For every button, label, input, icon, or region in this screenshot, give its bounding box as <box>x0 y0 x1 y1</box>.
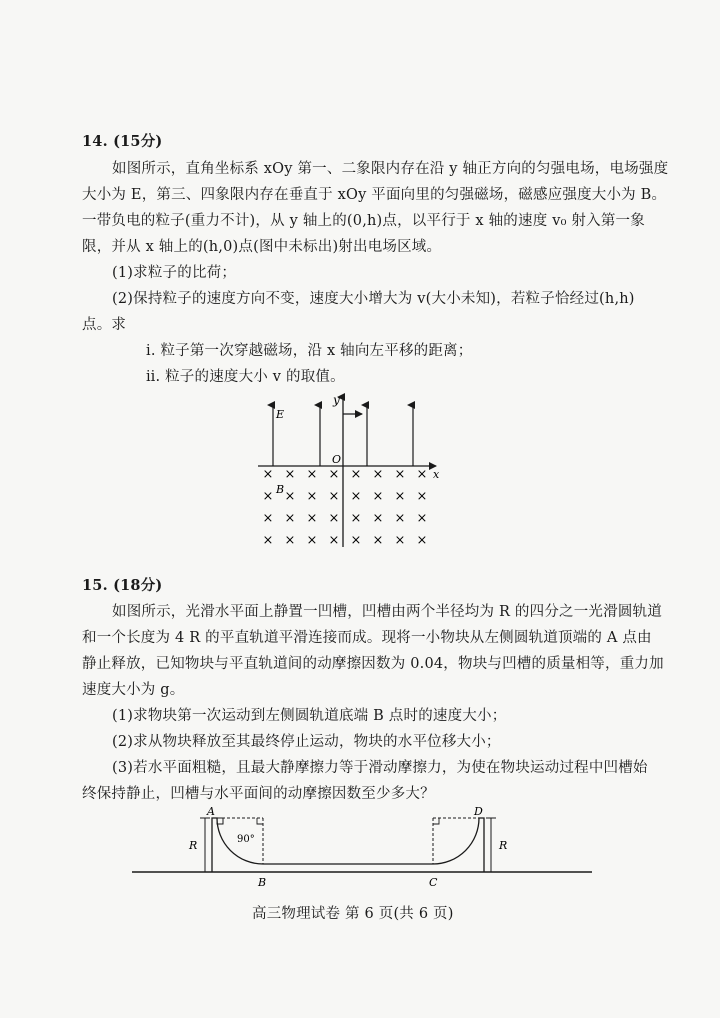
label-y: y <box>333 393 340 407</box>
field-cross: × <box>328 489 340 504</box>
q14-line-3: 一带负电的粒子(重力不计)，从 y 轴上的(0,h)点，以平行于 x 轴的速度 v₀ 射入第一象 <box>82 213 645 229</box>
field-cross: × <box>372 511 384 526</box>
field-cross: × <box>394 467 406 482</box>
left-right-angle-mark <box>257 818 263 824</box>
label-D: D <box>474 805 483 818</box>
field-cross: × <box>306 489 318 504</box>
field-cross: × <box>284 533 296 548</box>
field-cross: × <box>306 533 318 548</box>
label-angle: 90° <box>237 834 255 845</box>
field-cross: × <box>306 467 318 482</box>
label-R-left: R <box>189 839 198 852</box>
field-cross: × <box>372 467 384 482</box>
field-cross: × <box>416 489 428 504</box>
q14-part-2-ii: ⅱ. 粒子的速度大小 v 的取值。 <box>146 369 345 385</box>
field-cross: × <box>262 533 274 548</box>
label-x: x <box>433 468 440 481</box>
field-cross: × <box>350 511 362 526</box>
field-cross: × <box>394 489 406 504</box>
field-cross: × <box>284 467 296 482</box>
q14-part-1: (1)求粒子的比荷； <box>112 265 237 281</box>
field-cross: × <box>284 489 296 504</box>
q15-line-4: 速度大小为 g。 <box>82 682 185 698</box>
field-cross: × <box>416 511 428 526</box>
q14-line-1: 如图所示，直角坐标系 xOy 第一、二象限内存在沿 y 轴正方向的匀强电场，电场强度 <box>112 161 669 177</box>
field-cross: × <box>306 511 318 526</box>
label-O: O <box>332 453 342 466</box>
label-B-point: B <box>258 876 267 889</box>
field-cross: × <box>262 489 274 504</box>
field-cross: × <box>350 489 362 504</box>
q14-line-2: 大小为 E，第三、四象限内存在垂直于 xOy 平面向里的匀强磁场，磁感应强度大小为 B。 <box>82 187 667 203</box>
q15-line-3: 静止释放，已知物块与平直轨道间的动摩擦因数为 0.04，物块与凹槽的质量相等，重力加 <box>82 656 664 672</box>
q14-part-2-i: ⅰ. 粒子第一次穿越磁场，沿 x 轴向左平移的距离； <box>146 343 473 359</box>
label-R-right: R <box>499 839 508 852</box>
q15-part-3: (3)若水平面粗糙，且最大静摩擦力等于滑动摩擦力，为使在物块运动过程中凹槽始 <box>112 760 648 776</box>
q15-line-2: 和一个长度为 4 R 的平直轨道平滑连接而成。现将一小物块从左侧圆轨道顶端的 A 点由 <box>82 630 652 646</box>
field-cross: × <box>394 533 406 548</box>
q15-part-1: (1)求物块第一次运动到左侧圆轨道底端 B 点时的速度大小； <box>112 708 507 724</box>
field-cross: × <box>372 489 384 504</box>
block-at-A <box>217 818 223 824</box>
field-cross: × <box>284 511 296 526</box>
field-cross: × <box>328 467 340 482</box>
q14-part-2: (2)保持粒子的速度方向不变，速度大小增大为 v(大小未知)，若粒子恰经过(h,h) <box>112 291 635 307</box>
field-cross: × <box>372 533 384 548</box>
right-right-angle-mark <box>433 818 439 824</box>
field-cross: × <box>350 533 362 548</box>
label-A: A <box>207 805 215 818</box>
field-cross: × <box>416 533 428 548</box>
q14-line-4: 限，并从 x 轴上的(h,0)点(图中未标出)射出电场区域。 <box>82 239 442 255</box>
magnetic-field-crosses <box>263 467 428 548</box>
field-cross: × <box>262 467 274 482</box>
field-cross: × <box>394 511 406 526</box>
q15-part-2: (2)求从物块释放至其最终停止运动，物块的水平位移大小； <box>112 734 501 750</box>
field-cross: × <box>328 511 340 526</box>
q15-part-3-cont: 终保持静止，凹槽与水平面间的动摩擦因数至少多大？ <box>82 786 435 802</box>
field-cross: × <box>328 533 340 548</box>
q14-header: 14. (15分) <box>82 133 163 150</box>
field-cross: × <box>262 511 274 526</box>
q15-line-1: 如图所示，光滑水平面上静置一凹槽，凹槽由两个半径均为 R 的四分之一光滑圆轨道 <box>112 604 662 620</box>
groove-outline <box>212 818 484 872</box>
q14-part-2-cont: 点。求 <box>82 317 127 333</box>
label-C-point: C <box>429 876 438 889</box>
label-B: B <box>276 483 285 496</box>
page-footer: 高三物理试卷 第 6 页(共 6 页) <box>252 906 454 922</box>
field-cross: × <box>350 467 362 482</box>
field-cross: × <box>416 467 428 482</box>
q15-header: 15. (18分) <box>82 577 163 594</box>
label-E: E <box>276 408 285 421</box>
